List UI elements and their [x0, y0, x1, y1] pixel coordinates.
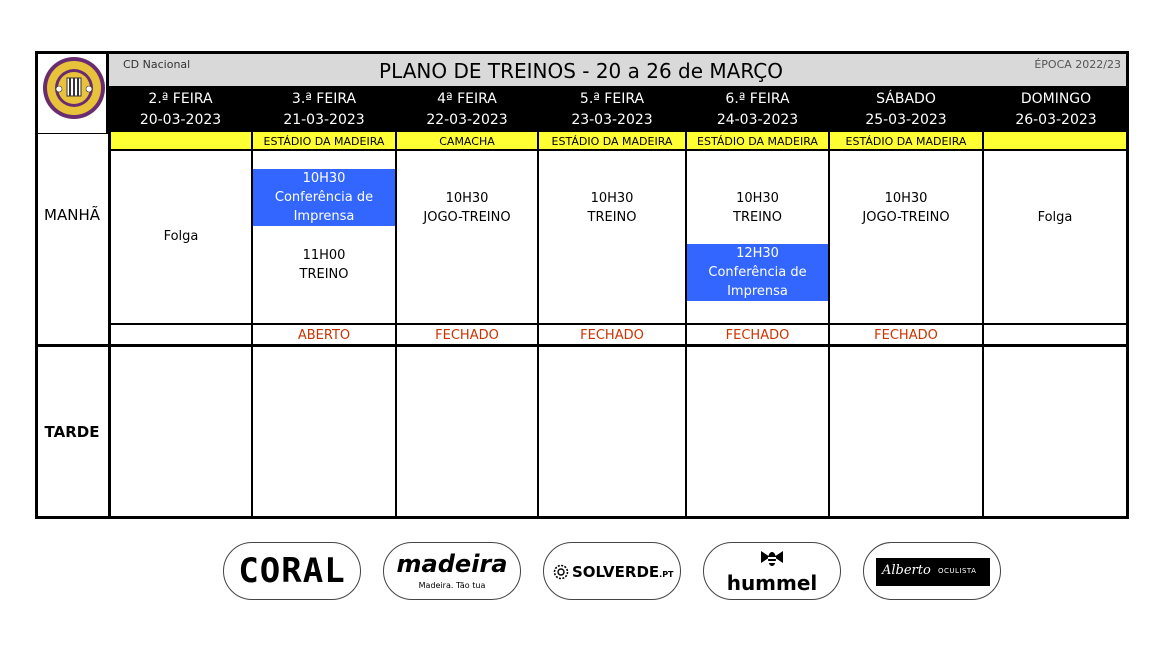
club-logo [42, 56, 106, 120]
press-label: Conferência de Imprensa [274, 190, 374, 224]
sun-morning: Folga [1037, 210, 1073, 225]
col-line [982, 132, 984, 519]
status-sat: FECHADO [874, 328, 938, 343]
border-right [1126, 51, 1129, 519]
session-time: 10H30 [590, 191, 634, 206]
day-header-sun [983, 86, 1129, 132]
press-time: 12H30 [736, 246, 779, 261]
title-band [35, 51, 1129, 86]
session-time: 10H30 [736, 191, 779, 206]
day-date: 25-03-2023 [865, 112, 947, 128]
day-date: 20-03-2023 [139, 112, 222, 128]
mon-morning: Folga [163, 229, 199, 244]
solverde-logo [572, 562, 674, 585]
day-date: 22-03-2023 [426, 112, 508, 128]
day-date: 26-03-2023 [1015, 112, 1097, 128]
madeira-logo-text: madeira [396, 550, 508, 578]
status-thu: FECHADO [580, 328, 644, 343]
venue-mon [109, 132, 252, 151]
training-label: TREINO [299, 267, 349, 282]
day-date: 23-03-2023 [571, 112, 653, 128]
alberto-suffix: OCULISTA [938, 567, 977, 575]
session-label: JOGO-TREINO [862, 210, 950, 225]
day-name: 4ª FEIRA [437, 91, 497, 107]
press-time: 10H30 [302, 171, 346, 186]
solverde-suffix: .PT [659, 570, 674, 579]
solverde-text: SOLVERDE [572, 563, 660, 581]
sunburst-icon [553, 564, 569, 580]
hummel-logo-text: hummel [726, 571, 818, 595]
sponsor-coral [223, 542, 361, 600]
alberto-logo [876, 558, 990, 586]
day-header-sat [829, 86, 983, 132]
day-name: 6.ª FEIRA [725, 91, 790, 107]
venue-sun [983, 132, 1129, 151]
sponsor-madeira [383, 542, 521, 600]
day-header-tue [252, 86, 396, 132]
status-wed: FECHADO [435, 328, 499, 343]
day-name: 3.ª FEIRA [291, 91, 357, 107]
training-plan-sheet [35, 51, 1129, 519]
sat-session [830, 189, 982, 227]
day-date: 21-03-2023 [283, 112, 365, 128]
coral-logo-text: CORAL [238, 551, 346, 591]
status-tue: ABERTO [297, 328, 351, 343]
sponsor-hummel [703, 542, 841, 600]
day-header-band [109, 86, 1129, 132]
thu-session [539, 189, 685, 227]
club-name: CD Nacional [123, 58, 191, 71]
page-title: PLANO DE TREINOS - 20 a 26 de MARÇO [379, 59, 783, 83]
day-header-thu [538, 86, 686, 132]
training-time: 11H00 [302, 248, 346, 263]
day-date: 24-03-2023 [716, 112, 799, 128]
venue-tue: ESTÁDIO DA MADEIRA [252, 132, 396, 151]
day-header-fri [686, 86, 829, 132]
sponsor-alberto [863, 542, 1001, 600]
alberto-text: Alberto [882, 563, 931, 578]
col-line [108, 132, 111, 519]
fri-session [687, 189, 828, 227]
madeira-tagline: Madeira. Tão tua [418, 581, 486, 590]
fri-press-block [687, 244, 828, 301]
day-name: SÁBADO [876, 91, 936, 107]
session-label: JOGO-TREINO [423, 210, 511, 225]
day-name: DOMINGO [1020, 91, 1092, 107]
session-time: 10H30 [445, 191, 489, 206]
bumblebee-icon [759, 548, 785, 570]
season-label: ÉPOCA 2022/23 [1034, 58, 1121, 71]
sponsor-solverde [543, 542, 681, 600]
row-label-morning: MANHÃ [44, 206, 100, 224]
session-label: TREINO [733, 210, 782, 225]
day-name: 5.ª FEIRA [579, 91, 645, 107]
tue-training [253, 246, 395, 284]
day-name: 2.ª FEIRA [148, 91, 213, 107]
row-label-afternoon: TARDE [44, 423, 100, 441]
day-header-wed [396, 86, 538, 132]
logo-cell [35, 51, 109, 133]
border-bottom [35, 516, 1129, 519]
status-fri: FECHADO [725, 328, 790, 343]
venue-fri: ESTÁDIO DA MADEIRA [686, 132, 829, 151]
press-label: Conferência de Imprensa [708, 265, 807, 299]
day-header-mon [109, 86, 252, 132]
venue-sat: ESTÁDIO DA MADEIRA [829, 132, 983, 151]
wed-session [397, 189, 537, 227]
status-divider [109, 323, 1129, 325]
venue-wed: CAMACHA [396, 132, 538, 151]
session-time: 10H30 [884, 191, 928, 206]
venue-thu: ESTÁDIO DA MADEIRA [538, 132, 686, 151]
session-label: TREINO [587, 210, 637, 225]
tue-press-block [253, 169, 395, 226]
